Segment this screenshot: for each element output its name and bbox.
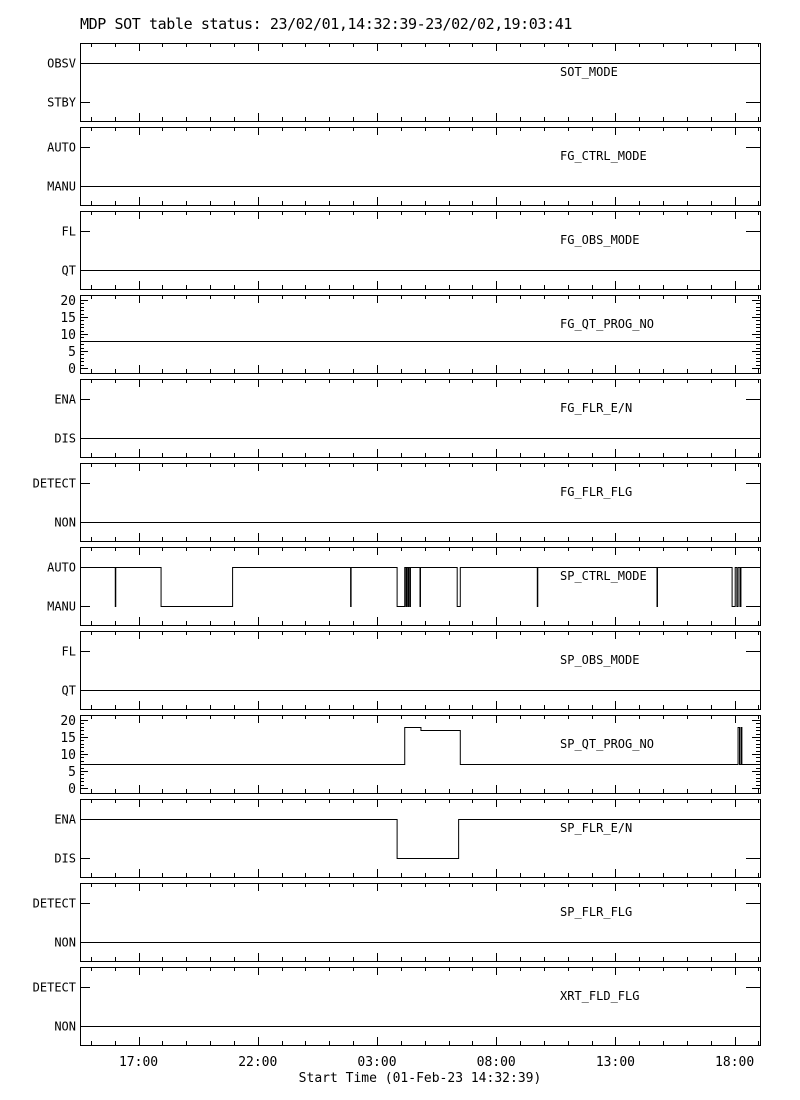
series-label: SP_CTRL_MODE xyxy=(560,569,647,583)
y-tick-label: 5 xyxy=(68,345,76,360)
y-tick-label: NON xyxy=(54,1019,76,1034)
y-tick-label: DETECT xyxy=(32,896,76,911)
panel-xrt-fld-flg xyxy=(33,967,761,1046)
x-tick-label: 03:00 xyxy=(357,1055,397,1070)
panel-sp-obs-mode xyxy=(62,631,761,710)
series-line-sp-flr-e-n xyxy=(80,820,760,859)
y-tick-label: 10 xyxy=(60,328,76,343)
series-label: SP_FLR_E/N xyxy=(560,821,633,835)
panel-fg-flr-e-n xyxy=(54,379,760,458)
x-tick-label: 18:00 xyxy=(715,1055,755,1070)
panel-fg-qt-prog-no xyxy=(60,294,760,377)
series-line-sp-ctrl-mode xyxy=(80,568,760,607)
y-tick-label: MANU xyxy=(47,599,76,614)
y-tick-label: OBSV xyxy=(47,56,76,71)
series-label: FG_CTRL_MODE xyxy=(560,149,647,163)
y-tick-label: ENA xyxy=(54,392,76,407)
y-tick-label: DETECT xyxy=(32,980,76,995)
series-line-sp-qt-prog-no xyxy=(80,728,760,765)
y-tick-label: 5 xyxy=(68,765,76,780)
panel-sp-flr-e-n xyxy=(54,799,760,878)
y-tick-label: MANU xyxy=(47,179,76,194)
panel-sot-mode xyxy=(47,43,760,122)
x-tick-label: 17:00 xyxy=(118,1055,159,1070)
series-label: XRT_FLD_FLG xyxy=(560,989,640,1003)
y-tick-label: 20 xyxy=(60,714,76,729)
series-label: SP_FLR_FLG xyxy=(560,905,633,919)
series-label: FG_OBS_MODE xyxy=(560,233,640,247)
y-tick-label: FL xyxy=(61,224,76,239)
y-tick-label: NON xyxy=(54,935,76,950)
y-tick-label: 15 xyxy=(60,731,76,746)
y-tick-label: NON xyxy=(54,515,76,530)
x-tick-label: 13:00 xyxy=(595,1055,635,1070)
y-tick-label: 10 xyxy=(60,748,76,763)
y-tick-label: 15 xyxy=(60,311,76,326)
y-tick-label: DIS xyxy=(54,431,76,446)
series-label: SOT_MODE xyxy=(560,65,618,79)
series-label: FG_FLR_FLG xyxy=(560,485,633,499)
x-axis-label: Start Time (01-Feb-23 14:32:39) xyxy=(298,1071,542,1086)
series-label: SP_QT_PROG_NO xyxy=(560,737,654,751)
y-tick-label: QT xyxy=(61,263,76,278)
x-tick-label: 22:00 xyxy=(238,1055,278,1070)
panel-sp-flr-flg xyxy=(33,883,761,962)
y-tick-label: 0 xyxy=(68,782,76,797)
panel-fg-ctrl-mode xyxy=(47,127,760,206)
panel-sp-ctrl-mode xyxy=(47,547,760,626)
y-tick-label: AUTO xyxy=(47,140,76,155)
y-tick-label: AUTO xyxy=(47,560,76,575)
y-tick-label: QT xyxy=(61,683,76,698)
series-label: FG_QT_PROG_NO xyxy=(560,317,654,331)
panel-fg-flr-flg xyxy=(33,463,761,542)
y-tick-label: 0 xyxy=(68,362,76,377)
y-tick-label: DIS xyxy=(54,851,76,866)
panel-fg-obs-mode xyxy=(62,211,761,290)
y-tick-label: ENA xyxy=(54,812,76,827)
y-tick-label: STBY xyxy=(47,95,76,110)
chart-title: MDP SOT table status: 23/02/01,14:32:39-23/02/02,19:03:41 xyxy=(80,15,572,33)
y-tick-label: DETECT xyxy=(32,476,76,491)
series-label: FG_FLR_E/N xyxy=(560,401,633,415)
series-label: SP_OBS_MODE xyxy=(560,653,640,667)
y-tick-label: FL xyxy=(61,644,76,659)
x-tick-label: 08:00 xyxy=(476,1055,516,1070)
y-tick-label: 20 xyxy=(60,294,76,309)
panel-sp-qt-prog-no xyxy=(60,714,760,797)
